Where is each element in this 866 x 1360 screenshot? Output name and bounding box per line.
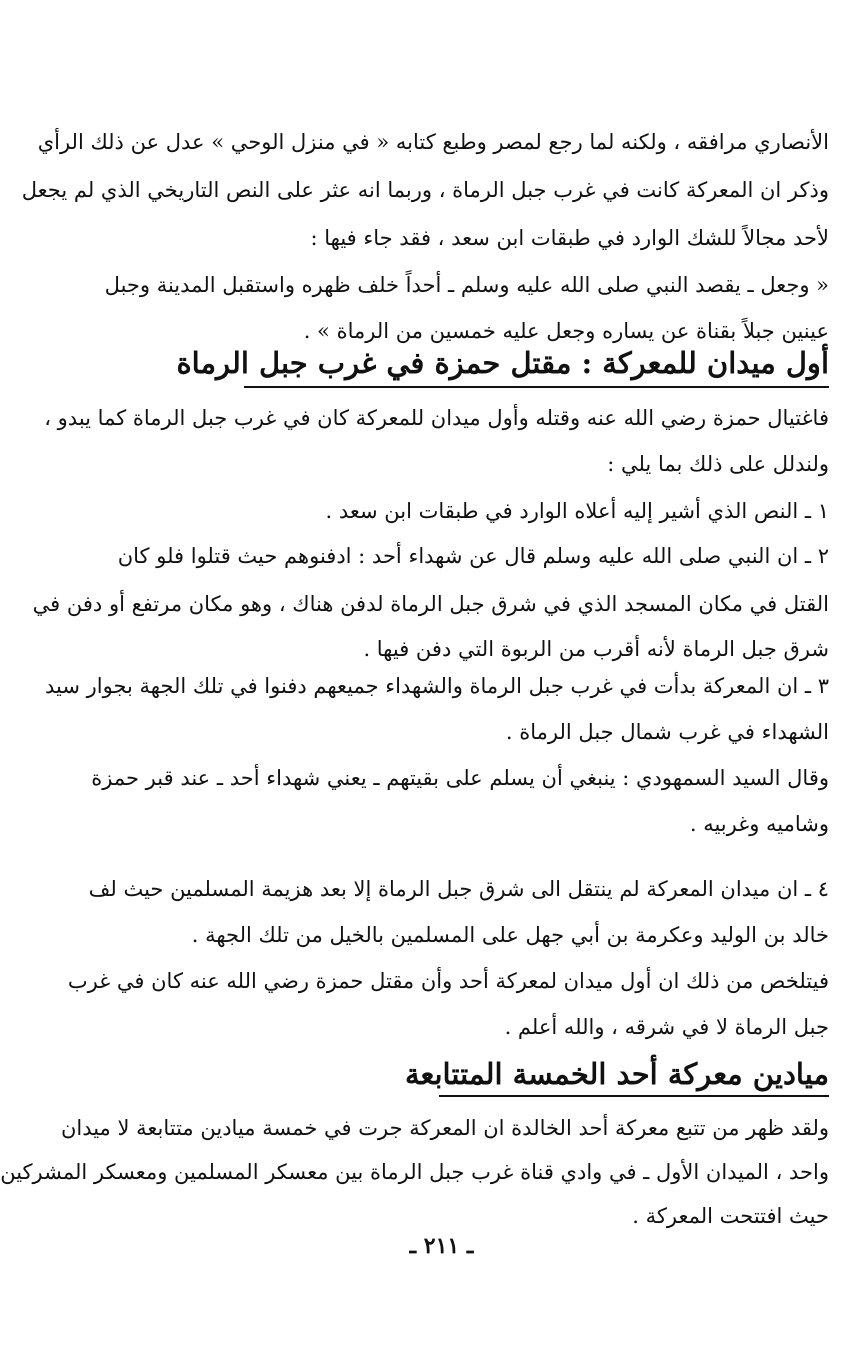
body-line: شرق جبل الرماة لأنه أقرب من الربوة التي دفن فيها . xyxy=(363,637,829,661)
body-line: عينين جبلاً بقناة عن يساره وجعل عليه خمسين من الرماة » . xyxy=(303,319,829,343)
body-line: وشاميه وغربيه . xyxy=(689,812,829,836)
body-line: خالد بن الوليد وعكرمة بن أبي جهل على المسلمين بالخيل من تلك الجهة . xyxy=(191,923,829,947)
section-heading: ميادين معركة أحد الخمسة المتتابعة xyxy=(404,1057,829,1091)
list-item: ٢ ـ ان النبي صلى الله عليه وسلم قال عن شهداء أحد : ادفنوهم حيث قتلوا فلو كان xyxy=(117,544,829,568)
body-line: ولقد ظهر من تتبع معركة أحد الخالدة ان المعركة جرت في خمسة ميادين متتابعة لا ميدان xyxy=(60,1116,829,1140)
body-line: وقال السيد السمهودي : ينبغي أن يسلم على بقيتهم ـ يعني شهداء أحد ـ عند قبر حمزة xyxy=(91,766,829,790)
body-line: وذكر ان المعركة كانت في غرب جبل الرماة ، وربما انه عثر على النص التاريخي الذي لم يجعل xyxy=(21,178,829,202)
list-item: ١ ـ النص الذي أشير إليه أعلاه الوارد في طبقات ابن سعد . xyxy=(325,499,829,523)
body-line: ولندلل على ذلك بما يلي : xyxy=(607,452,829,476)
body-line: القتل في مكان المسجد الذي في شرق جبل الرماة لدفن هناك ، وهو مكان مرتفع أو دفن في xyxy=(32,592,829,616)
heading-underline xyxy=(244,386,829,388)
body-line: « وجعل ـ يقصد النبي صلى الله عليه وسلم ـ أحداً خلف ظهره واستقبل المدينة وجبل xyxy=(104,273,829,297)
body-line: الشهداء في غرب شمال جبل الرماة . xyxy=(505,720,829,744)
body-line: فاغتيال حمزة رضي الله عنه وقتله وأول ميدان للمعركة كان في غرب جبل الرماة كما يبدو ، xyxy=(44,406,829,430)
body-line: فيتلخص من ذلك ان أول ميدان لمعركة أحد وأن مقتل حمزة رضي الله عنه كان في غرب xyxy=(67,969,829,993)
body-line: الأنصاري مرافقه ، ولكنه لما رجع لمصر وطبع كتابه « في منزل الوحي » عدل عن ذلك الرأي xyxy=(37,130,829,154)
body-line: واحد ، الميدان الأول ـ في وادي قناة غرب جبل الرماة بين معسكر المسلمين ومعسكر المشركين xyxy=(0,1160,829,1184)
body-line: حيث افتتحت المعركة . xyxy=(632,1204,829,1228)
heading-underline xyxy=(439,1095,829,1097)
body-line: جبل الرماة لا في شرقه ، والله أعلم . xyxy=(504,1015,829,1039)
body-line: لأحد مجالاً للشك الوارد في طبقات ابن سعد ، فقد جاء فيها : xyxy=(310,226,829,250)
page-number: ـ ٢١١ ـ xyxy=(409,1233,474,1259)
list-item: ٣ ـ ان المعركة بدأت في غرب جبل الرماة والشهداء جميعهم دفنوا في تلك الجهة بجوار سيد xyxy=(44,674,829,698)
section-heading: أول ميدان للمعركة : مقتل حمزة في غرب جبل الرماة xyxy=(176,346,829,380)
list-item: ٤ ـ ان ميدان المعركة لم ينتقل الى شرق جبل الرماة إلا بعد هزيمة المسلمين حيث لف xyxy=(88,877,829,901)
